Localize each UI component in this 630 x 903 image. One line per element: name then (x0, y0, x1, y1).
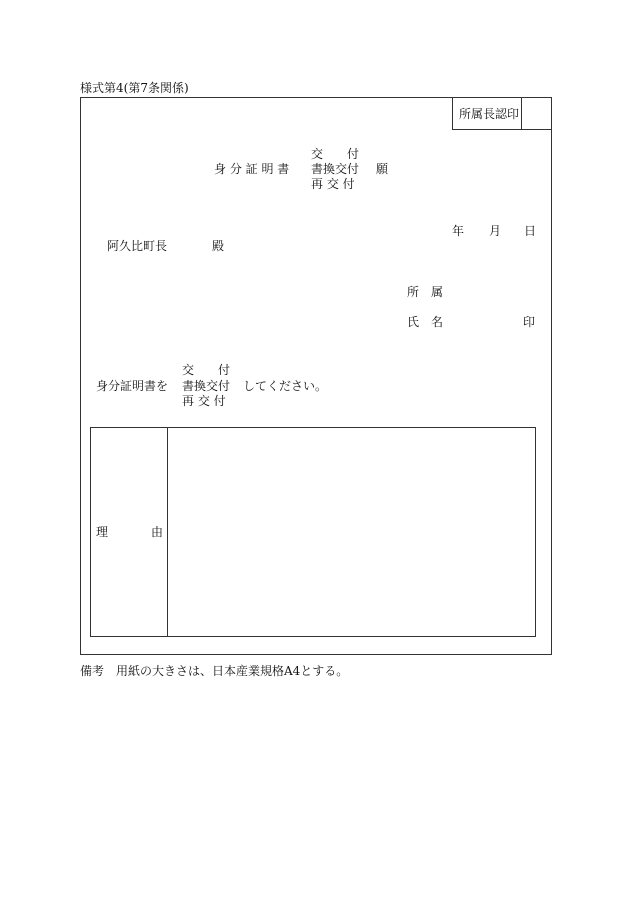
stamp-label: 所属長認印 (459, 107, 520, 121)
title-option-issue: 交 付 (311, 147, 360, 161)
seal-mark: 印 (523, 315, 536, 329)
title-option-renew: 書換交付 (311, 162, 360, 176)
stamp-divider (521, 97, 522, 130)
footer-note: 備考 用紙の大きさは、日本産業規格A4とする。 (80, 664, 349, 678)
reason-label-left: 理 (96, 525, 109, 539)
name-label: 氏 名 (407, 315, 444, 329)
title-suffix: 願 (376, 162, 389, 176)
date-day-label: 日 (524, 224, 537, 238)
date-year-label: 年 (452, 224, 465, 238)
addressee-honorific: 殿 (212, 239, 225, 253)
title-main: 身 分 証 明 書 (214, 162, 290, 176)
request-option-issue: 交 付 (182, 363, 231, 377)
request-suffix: してください。 (243, 379, 328, 393)
addressee-name: 阿久比町長 (107, 239, 168, 253)
request-prefix: 身分証明書を (96, 379, 169, 393)
request-option-renew: 書換交付 (182, 379, 231, 393)
reason-field[interactable] (168, 428, 535, 636)
form-number: 様式第4(第7条関係) (80, 81, 189, 95)
date-month-label: 月 (489, 224, 502, 238)
reason-label-right: 由 (151, 525, 164, 539)
request-option-reissue: 再 交 付 (182, 394, 226, 408)
affiliation-label: 所 属 (407, 285, 444, 299)
title-option-reissue: 再 交 付 (311, 177, 355, 191)
